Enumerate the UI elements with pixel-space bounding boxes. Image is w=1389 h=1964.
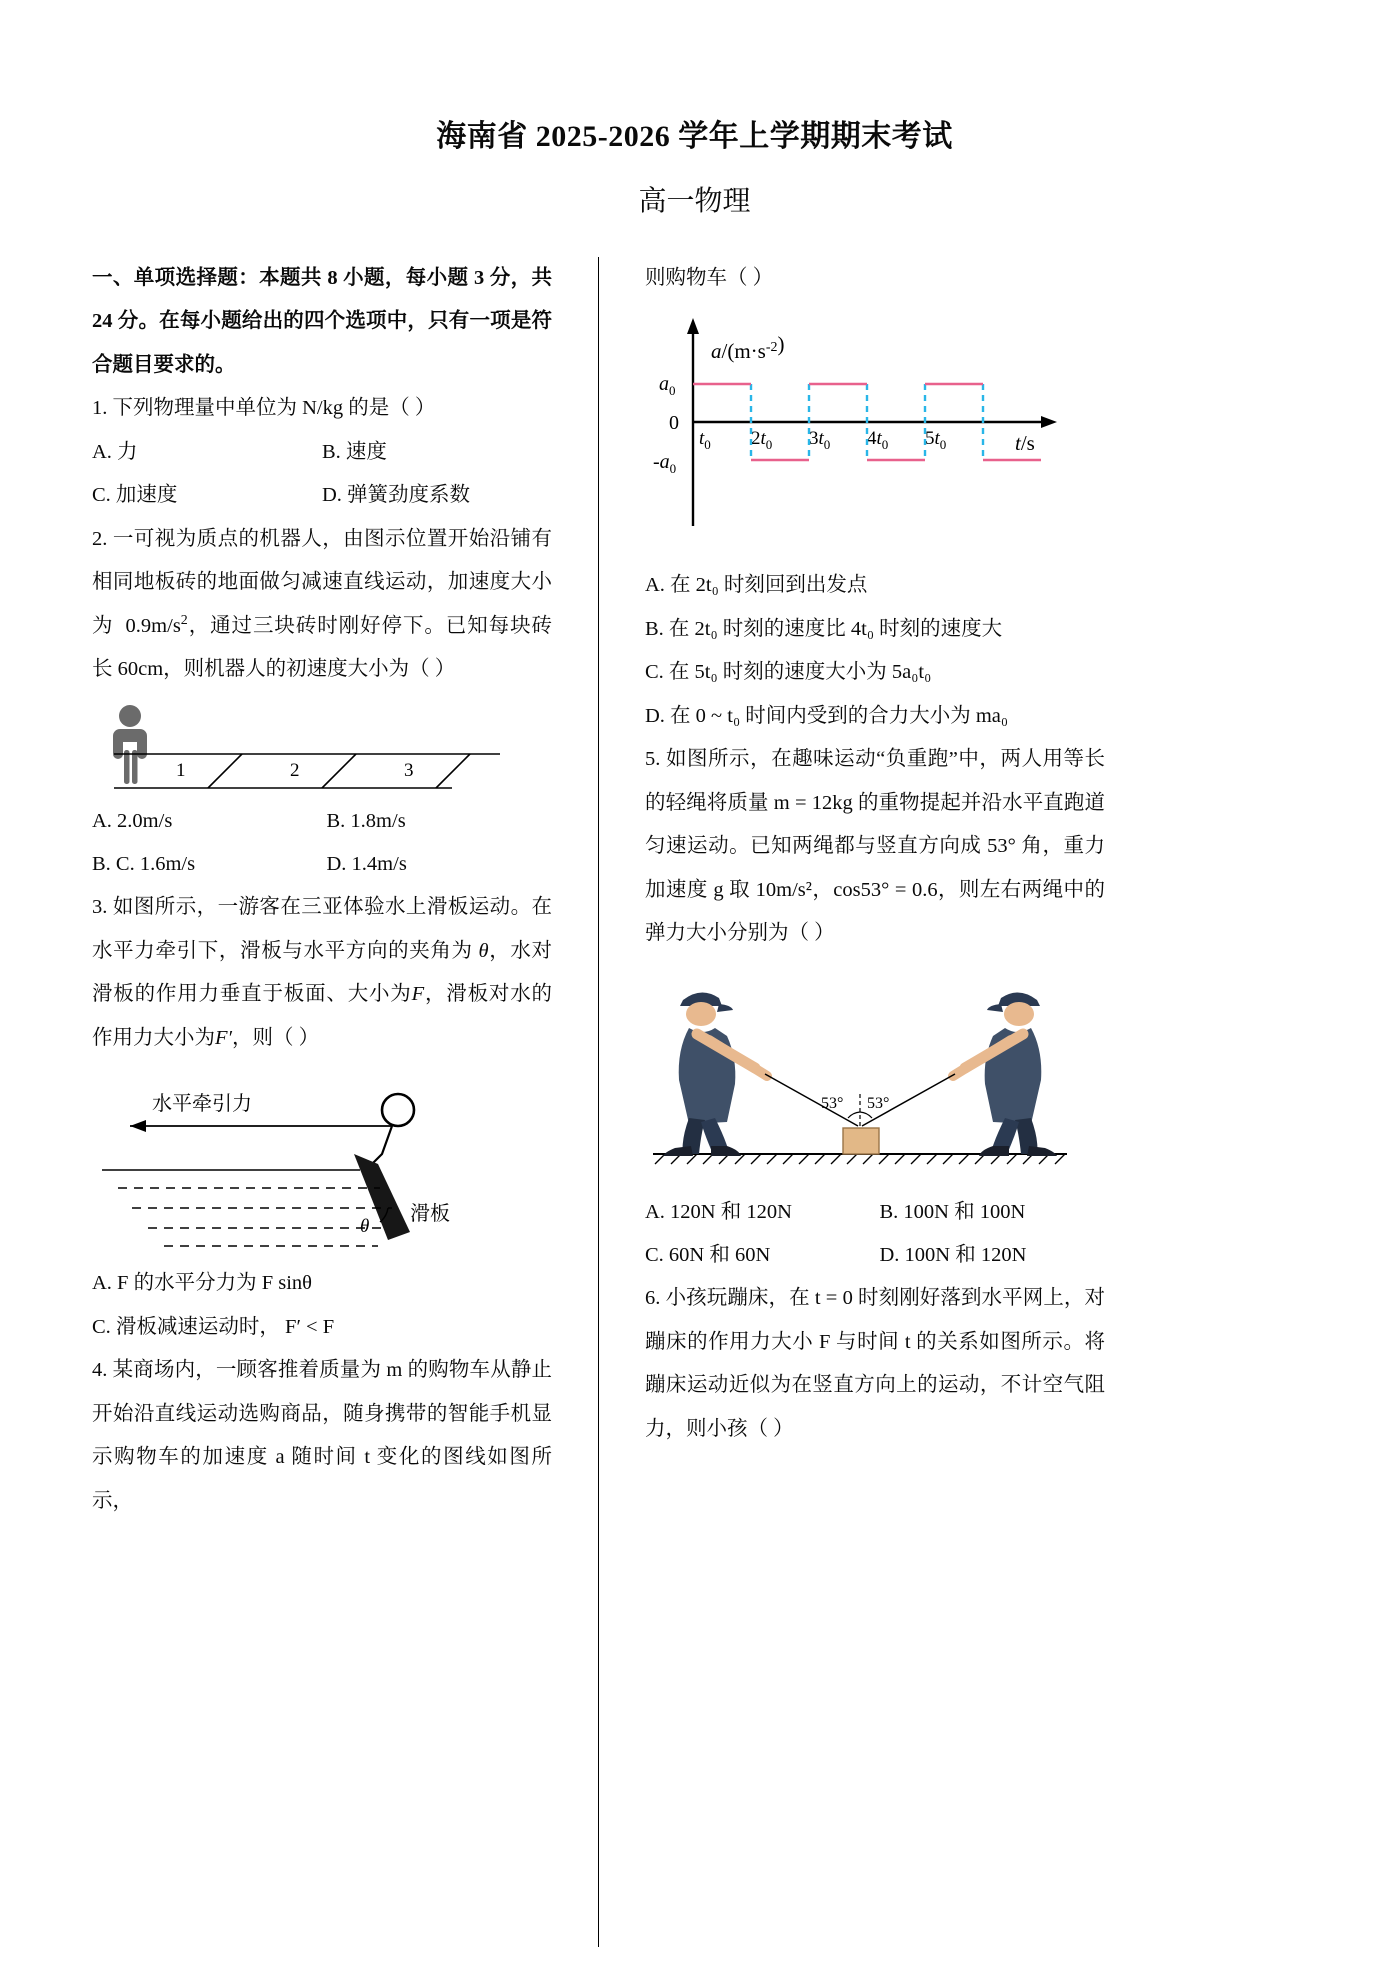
water-skateboard-svg	[92, 1068, 512, 1258]
robot-on-tiles-figure	[100, 702, 552, 794]
runner-left-figure	[663, 992, 767, 1156]
question-4-option-d[interactable]: D. 在 0 ~ t₀ 时间内受到的合力大小为 ma₀	[645, 704, 1009, 727]
x-tick-4t0: $4t_0$	[867, 428, 889, 453]
title-block	[92, 114, 1297, 223]
question-3-option-c[interactable]: C. 滑板减速运动时， F′ < F	[92, 1315, 335, 1338]
tile-divider-1	[208, 754, 242, 788]
y-axis-label: $a/(m\cdot s^{-2})$	[711, 332, 785, 364]
question-3-force-symbol: F	[411, 983, 425, 1006]
robot-icon	[113, 705, 147, 784]
question-2-option-d[interactable]: D. 1.4m/s	[326, 852, 407, 875]
acceleration-time-chart	[645, 310, 1105, 550]
acceleration-time-svg	[645, 310, 1065, 550]
question-5-options-row-1	[645, 1191, 1105, 1234]
question-4-stem: 4. 某商场内，一顾客推着质量为 m 的购物车从静止开始沿直线运动选购商品，随身携带的智能手机显示购物车的加速度 a 随时间 t 变化的图线如图所示，	[92, 1359, 552, 1512]
page-title: 海南省 2025-2026 学年上学期期末考试	[436, 120, 953, 153]
question-1-options-row-1	[92, 431, 552, 474]
question-4-option-a[interactable]: A. 在 2t₀ 时刻回到出发点	[645, 574, 868, 597]
question-6-stem: 6. 小孩玩蹦床，在 t = 0 时刻刚好落到水平网上，对蹦床的作用力大小 F 与时间 t 的关系如图所示。将蹦床运动近似为在竖直方向上的运动，不计空气阻力，则小孩（ ）	[645, 1287, 1105, 1440]
x-axis-label: t/s	[1015, 431, 1035, 456]
question-2-option-a[interactable]: A. 2.0m/s	[92, 809, 173, 832]
tile-divider-2	[322, 754, 356, 788]
left-column	[92, 257, 574, 1947]
question-5-options-row-2	[645, 1234, 1105, 1277]
question-2-option-b[interactable]: B. 1.8m/s	[326, 809, 406, 832]
x-tick-2t0: $2t_0$	[751, 428, 773, 453]
question-1-options-row-2	[92, 474, 552, 517]
question-3-stem-part1: 3. 如图所示，一游客在三亚体验水上滑板运动。在水平力牵引下，滑板与水平方向的夹角为	[92, 896, 552, 962]
angle-label-left: 53°	[821, 1094, 844, 1112]
page-subtitle: 高一物理	[638, 186, 751, 217]
angle-arc-left	[848, 1112, 860, 1118]
question-2-accel-value: 0.9m/s	[125, 614, 181, 637]
question-4-continuation: 则购物车（ ）	[645, 267, 774, 289]
water-skateboard-figure	[92, 1068, 552, 1258]
question-1-stem: 1. 下列物理量中单位为 N/kg 的是（ ）	[92, 397, 436, 420]
angle-arc-right	[860, 1112, 872, 1118]
question-2-stem-part2: ，通过三块砖时刚好停下。已知每块砖长 60cm，则机器人的初速度大小为（ ）	[92, 614, 553, 681]
tile-label-2: 2	[290, 759, 300, 781]
x-tick-5t0: $5t_0$	[925, 428, 947, 453]
y-axis-arrow	[687, 318, 699, 334]
runner-right-figure	[953, 992, 1057, 1156]
question-2-stem-part1: 2. 一可视为质点的机器人，由图示位置开始沿铺有相同地板砖的地面做匀减速直线运动，加速度大小为	[92, 527, 552, 637]
skateboard-label: 滑板	[410, 1203, 450, 1226]
section-lead: 一、单项选择题：本题共 8 小题，每小题 3 分，共 24 分。在每小题给出的四个选项中，只有一项是符合题目要求的。	[92, 267, 552, 376]
x-axis-arrow	[1041, 416, 1057, 428]
tile-divider-3	[436, 754, 470, 788]
traction-arrow-head	[130, 1120, 146, 1132]
question-5-option-d[interactable]: D. 100N 和 120N	[879, 1243, 1027, 1266]
question-5-option-c[interactable]: C. 60N 和 60N	[645, 1243, 771, 1266]
question-3-stem	[92, 886, 552, 1060]
y-tick-zero: 0	[669, 412, 679, 435]
y-tick-a0: $a_0$	[659, 373, 676, 399]
question-4-option-c[interactable]: C. 在 5t₀ 时刻的速度大小为 5a₀t₀	[645, 661, 932, 684]
question-3-force-prime-symbol: F′	[215, 1026, 233, 1049]
question-3-stem-part4: ，则（ ）	[232, 1026, 320, 1049]
two-runners-svg	[645, 966, 1075, 1181]
x-tick-3t0: $3t_0$	[809, 428, 831, 453]
x-tick-t0: $t_0$	[699, 428, 711, 453]
question-5-option-a[interactable]: A. 120N 和 120N	[645, 1200, 792, 1223]
question-1-option-d[interactable]: D. 弹簧劲度系数	[322, 484, 471, 507]
question-3-stem-part3: ，滑板对水的作用力大小为	[92, 983, 553, 1049]
rope-left	[765, 1074, 858, 1126]
two-runners-carrying-load-figure	[645, 966, 1105, 1181]
question-2-option-c[interactable]: B. C. 1.6m/s	[92, 852, 196, 875]
question-3-option-a[interactable]: A. F 的水平分力为 F sinθ	[92, 1272, 312, 1295]
robot-on-tiles-svg	[100, 702, 500, 794]
question-3-theta: θ	[478, 939, 489, 962]
tile-label-3: 3	[404, 759, 414, 781]
angle-theta-label: θ	[360, 1216, 370, 1238]
question-2-accel-exponent: 2	[180, 612, 188, 628]
load-box	[843, 1128, 879, 1154]
angle-label-right: 53°	[867, 1094, 890, 1112]
question-4-option-b[interactable]: B. 在 2t₀ 时刻的速度比 4t₀ 时刻的速度大	[645, 617, 1003, 640]
question-5-option-b[interactable]: B. 100N 和 100N	[879, 1200, 1026, 1223]
question-2-options-row-1	[92, 800, 552, 843]
column-divider	[598, 257, 599, 1947]
traction-force-label: 水平牵引力	[152, 1093, 252, 1116]
question-2-stem	[92, 518, 552, 692]
tile-label-1: 1	[176, 759, 186, 781]
handle-ring-icon	[382, 1094, 414, 1126]
question-3-stem-part2: ，水对滑板的作用力垂直于板面、大小为	[92, 939, 553, 1006]
question-5-stem: 5. 如图所示，在趣味运动“负重跑”中，两人用等长的轻绳将质量 m = 12kg 的重物提起并沿水平直跑道匀速运动。已知两绳都与竖直方向成 53° 角，重力加速度 g 取 10m/s²，cos53° = 0.6，则左右两绳中的弹力大小分别为（ ）	[645, 748, 1105, 945]
question-1-option-c[interactable]: C. 加速度	[92, 484, 178, 507]
y-tick-neg-a0: $-a_0$	[653, 451, 677, 477]
right-column	[623, 257, 1105, 1947]
body-columns	[92, 257, 1297, 1947]
question-1-option-b[interactable]: B. 速度	[322, 440, 387, 463]
question-1-option-a[interactable]: A. 力	[92, 440, 138, 463]
question-2-options-row-2	[92, 843, 552, 886]
